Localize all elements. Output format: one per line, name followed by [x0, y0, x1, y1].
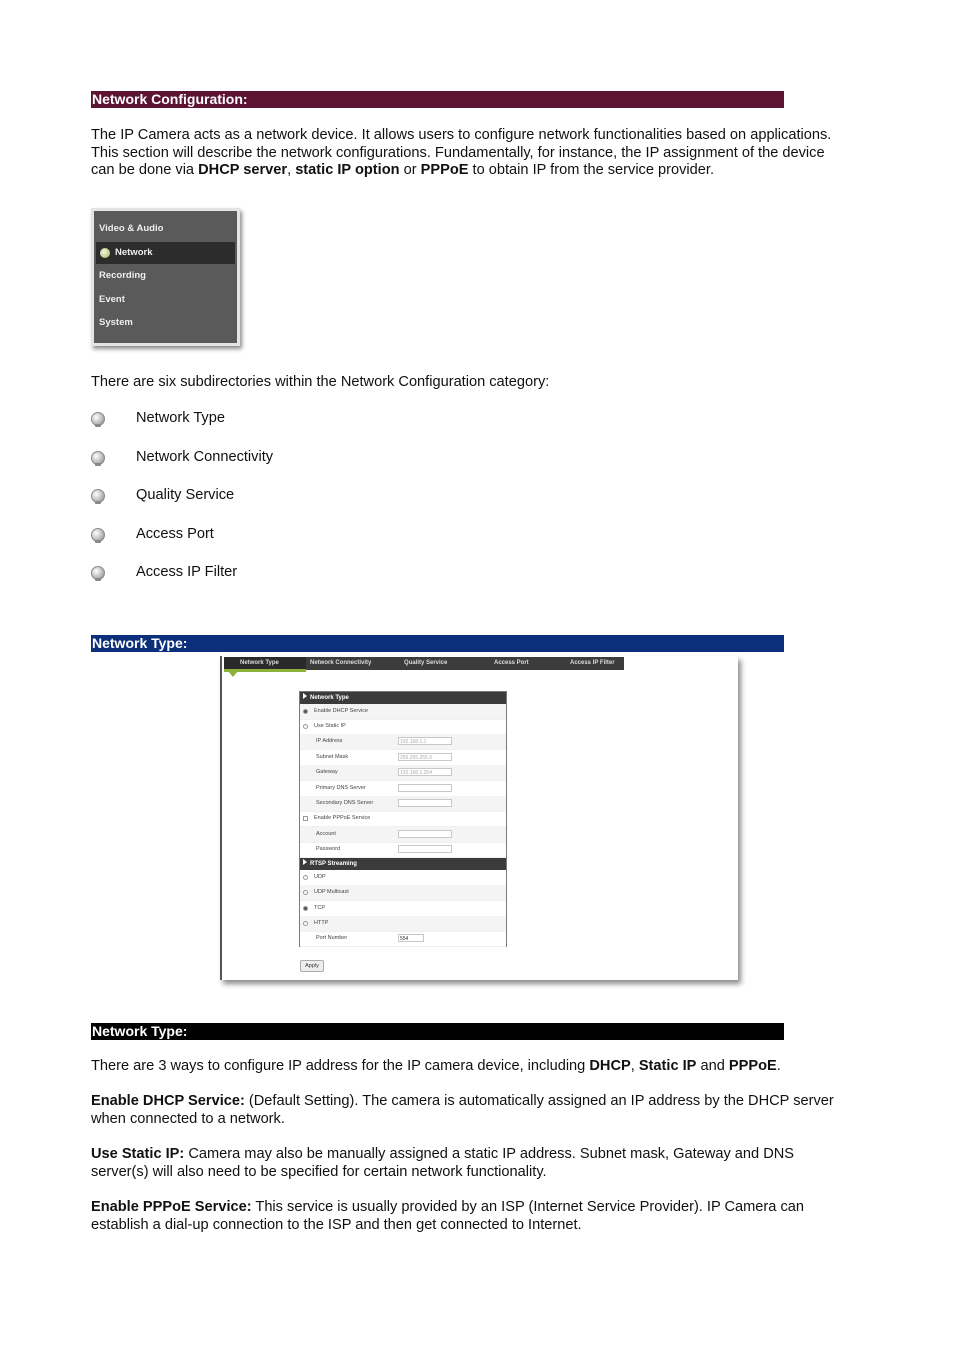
intro-text: The IP Camera acts as a network device. It allows users to configure network functionalities based on applications. This section will describe the network configurations. Fundamentally, for instance, the IP assignment of the device can be done via	[91, 127, 832, 179]
gateway-label: Gateway	[316, 769, 338, 775]
tab-access-port[interactable]: Access Port	[494, 660, 529, 666]
dhcp-label: Enable DHCP Service:	[91, 1093, 245, 1109]
ways-text: ,	[630, 1058, 639, 1074]
http-row[interactable]	[300, 916, 506, 932]
intro-dhcp-term: DHCP server	[198, 162, 288, 179]
static-ip-radio[interactable]	[303, 724, 308, 729]
subdirs-text: There are six subdirectories within the Network Configuration category:	[91, 374, 550, 390]
pppoe-paragraph	[91, 1199, 851, 1234]
subnet-mask-input[interactable]: 255.255.255.0	[398, 753, 452, 761]
list-item: Access Port	[136, 526, 214, 542]
udp-multicast-row[interactable]	[300, 885, 506, 901]
primary-dns-input[interactable]	[398, 784, 452, 792]
dhcp-paragraph	[91, 1093, 851, 1128]
http-radio[interactable]	[303, 921, 308, 926]
ways-text: and	[696, 1058, 729, 1074]
gateway-input[interactable]: 192.168.1.254	[398, 768, 452, 776]
port-number-label: Port Number	[316, 935, 348, 941]
selected-dot-icon	[100, 248, 110, 258]
tcp-label: TCP	[314, 905, 325, 911]
ip-address-label: IP Address	[316, 738, 343, 744]
primary-dns-row	[300, 781, 506, 797]
list-item: Network Type	[136, 410, 225, 426]
ways-paragraph	[91, 1058, 851, 1076]
section-header-network-type: Network Type:	[91, 635, 784, 652]
expand-triangle-icon	[303, 859, 307, 865]
menu-item-recording: Recording	[99, 270, 146, 281]
pppoe-text: This service is usually provided by an ISP (Internet Service Provider). IP Camera can establish a dial-up connection to the ISP and then get connected to Internet.	[91, 1199, 804, 1233]
menu-item-network: Network	[115, 247, 153, 258]
subnet-mask-row	[300, 750, 506, 766]
primary-dns-label: Primary DNS Server	[316, 785, 366, 791]
password-input[interactable]	[398, 845, 452, 853]
enable-dhcp-label: Enable DHCP Service	[314, 708, 369, 714]
intro-text: ,	[287, 162, 296, 179]
ip-address-row	[300, 734, 506, 750]
network-type-header	[300, 692, 506, 704]
section-header-network-configuration: Network Configuration:	[91, 91, 784, 108]
bulb-bullet-icon	[91, 489, 105, 503]
ways-static-term: Static IP	[638, 1058, 697, 1074]
enable-pppoe-row[interactable]	[300, 811, 506, 827]
intro-text: or	[399, 162, 421, 179]
ip-address-input[interactable]: 192.168.1.1	[398, 737, 452, 745]
port-number-input[interactable]: 554	[398, 934, 424, 942]
menu-item-video-audio: Video & Audio	[99, 223, 164, 234]
network-type-form	[299, 691, 507, 947]
menu-item-event: Event	[99, 294, 125, 305]
udp-row[interactable]	[300, 870, 506, 886]
password-label: Password	[316, 846, 341, 852]
intro-static-term: static IP option	[295, 162, 400, 179]
intro-paragraph	[91, 127, 851, 180]
tab-network-connectivity[interactable]: Network Connectivity	[310, 660, 372, 666]
section-header-network-type-details: Network Type:	[91, 1023, 784, 1040]
secondary-dns-row	[300, 796, 506, 812]
pppoe-label: Enable PPPoE Service:	[91, 1199, 252, 1215]
ways-dhcp-term: DHCP	[589, 1058, 631, 1074]
network-type-header-label: Network Type	[310, 695, 349, 701]
secondary-dns-label: Secondary DNS Server	[316, 800, 374, 806]
secondary-dns-input[interactable]	[398, 799, 452, 807]
bulb-bullet-icon	[91, 412, 105, 426]
static-paragraph	[91, 1146, 851, 1181]
gateway-row	[300, 765, 506, 781]
static-text: Camera may also be manually assigned a static IP address. Subnet mask, Gateway and DNS server(s) will also need to be specified for certain network functionality.	[91, 1146, 795, 1180]
intro-pppoe-term: PPPoE	[420, 162, 469, 179]
account-label: Account	[316, 831, 336, 837]
pppoe-checkbox[interactable]	[303, 816, 308, 821]
rtsp-streaming-header	[300, 858, 506, 870]
bulb-bullet-icon	[91, 528, 105, 542]
rtsp-header-label: RTSP Streaming	[310, 861, 357, 867]
account-row	[300, 827, 506, 843]
use-static-ip-row[interactable]	[300, 719, 506, 735]
udp-label: UDP	[314, 874, 326, 880]
bulb-bullet-icon	[91, 451, 105, 465]
list-item: Quality Service	[136, 487, 235, 503]
ways-pppoe-term: PPPoE	[728, 1058, 777, 1074]
port-number-row	[300, 931, 506, 947]
ways-text: There are 3 ways to configure IP address for the IP camera device, including	[91, 1058, 590, 1074]
ways-text: .	[776, 1058, 781, 1074]
menu-item-system: System	[99, 317, 133, 328]
tab-quality-service[interactable]: Quality Service	[404, 660, 448, 666]
intro-text: to obtain IP from the service provider.	[468, 162, 714, 179]
expand-triangle-icon	[303, 693, 307, 699]
udp-radio[interactable]	[303, 875, 308, 880]
apply-button[interactable]: Apply	[300, 960, 324, 972]
dhcp-text: (Default Setting). The camera is automatically assigned an IP address by the DHCP server when connected to a network.	[91, 1093, 834, 1127]
list-item: Access IP Filter	[136, 564, 238, 580]
enable-pppoe-label: Enable PPPoE Service	[314, 815, 371, 821]
menu-screenshot	[91, 208, 240, 346]
enable-dhcp-row[interactable]	[300, 704, 506, 720]
udp-multicast-radio[interactable]	[303, 890, 308, 895]
dhcp-radio[interactable]	[303, 709, 308, 714]
password-row	[300, 842, 506, 858]
udp-multicast-label: UDP Multicast	[314, 889, 349, 895]
static-label: Use Static IP:	[91, 1146, 185, 1162]
list-item: Network Connectivity	[136, 449, 274, 465]
account-input[interactable]	[398, 830, 452, 838]
http-label: HTTP	[314, 920, 329, 926]
subnet-mask-label: Subnet Mask	[316, 754, 349, 760]
tab-access-ip-filter[interactable]: Access IP Filter	[570, 660, 615, 666]
tcp-radio[interactable]	[303, 906, 308, 911]
active-tab-caret-icon	[228, 671, 238, 677]
bulb-bullet-icon	[91, 566, 105, 580]
tab-network-type[interactable]: Network Type	[224, 657, 306, 670]
use-static-ip-label: Use Static IP	[314, 723, 346, 729]
tcp-row[interactable]	[300, 901, 506, 917]
